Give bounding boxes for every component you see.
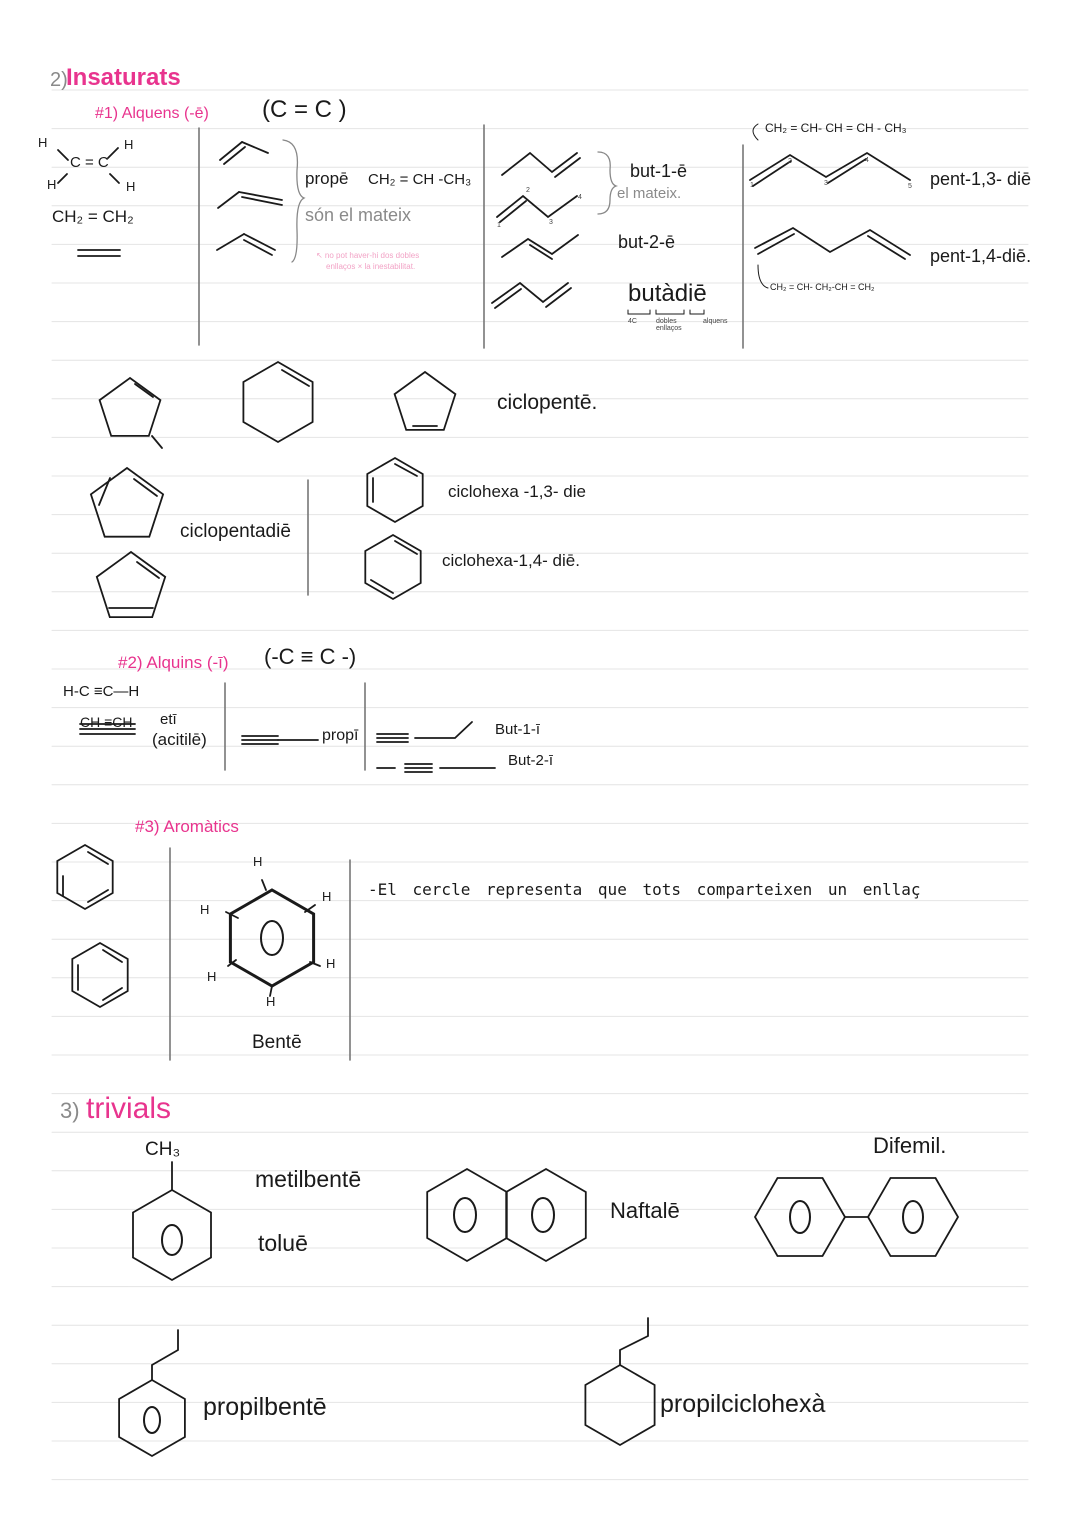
hexagon-ring bbox=[585, 1365, 654, 1445]
hexagon-ring bbox=[506, 1169, 586, 1261]
hexagon-ring bbox=[230, 890, 313, 986]
hydrogen-label: H bbox=[253, 854, 263, 869]
hexagon-ring bbox=[72, 943, 127, 1007]
atom-number: 3 bbox=[824, 180, 828, 187]
propene-name: propē bbox=[305, 169, 349, 188]
hydrogen-label: H bbox=[38, 135, 48, 150]
pentagon-ring bbox=[395, 372, 456, 430]
hydrogen-label: H bbox=[126, 179, 136, 194]
naphthalene-name: Naftalē bbox=[610, 1198, 680, 1223]
same-note: el mateix. bbox=[617, 185, 682, 202]
cycloalkene-rings bbox=[91, 362, 456, 617]
pent-1-3-diene-name: pent-1,3- diē bbox=[930, 169, 1032, 189]
propene-skeletals bbox=[217, 140, 304, 262]
pent-1-3-diene-formula: CH₂ = CH- CH = CH - CH₃ bbox=[765, 121, 907, 135]
methyl-label: CH₃ bbox=[145, 1139, 181, 1160]
pentagon-ring bbox=[91, 468, 163, 537]
pentagon-ring bbox=[100, 378, 161, 436]
hydrogen-label: H bbox=[47, 177, 57, 192]
hexagon-ring bbox=[755, 1178, 845, 1256]
aromatics-heading: #3) Aromàtics bbox=[135, 817, 239, 836]
ethyne-condensed-formula: CH ≡CH bbox=[80, 714, 133, 730]
hexagon-ring bbox=[365, 535, 420, 599]
hydrogen-label: H bbox=[124, 137, 134, 152]
propylcyclohexane-name: propilciclohexà bbox=[660, 1390, 826, 1418]
hexagon-ring bbox=[119, 1380, 185, 1456]
propene-footnote-2: enllaços × la inestabilitat. bbox=[326, 262, 416, 271]
butadiene-name: butàdiē bbox=[628, 280, 707, 307]
benzene-rings bbox=[57, 845, 320, 1007]
cyclopentene-name: ciclopentē. bbox=[497, 391, 598, 414]
hydrogen-label: H bbox=[266, 994, 276, 1009]
hydrogen-label: H bbox=[322, 889, 332, 904]
butadiene-part-alquens: alquens bbox=[703, 318, 728, 325]
section-number: 2) bbox=[50, 69, 68, 91]
methylbenzene-name: metilbentē bbox=[255, 1166, 362, 1192]
section-title: Insaturats bbox=[66, 64, 181, 91]
hexagon-ring bbox=[427, 1169, 507, 1261]
hexagon-ring bbox=[57, 845, 112, 909]
but-2-yne-name: But-2-ī bbox=[508, 752, 554, 769]
hexagon-ring bbox=[367, 458, 422, 522]
atom-number: 1 bbox=[497, 222, 501, 229]
but-1-yne-name: But-1-ī bbox=[495, 721, 541, 738]
propylbenzene-name: propilbentē bbox=[203, 1393, 327, 1421]
pent-1-4-diene-name: pent-1,4-diē. bbox=[930, 246, 1032, 266]
alquens-general-formula: (C = C ) bbox=[262, 96, 347, 123]
butadiene-part-dobles: dobles enllaços bbox=[656, 318, 682, 332]
cyclohexa-1-4-diene-name: ciclohexa-1,4- diē. bbox=[442, 551, 580, 570]
ethene-formula: CH₂ = CH₂ bbox=[52, 207, 134, 226]
aromatics-note: -El cercle representa que tots comparteixen un enllaç bbox=[368, 880, 921, 899]
hydrogen-label: H bbox=[200, 902, 210, 917]
atom-number: 2 bbox=[526, 187, 530, 194]
but-1-ene-name: but-1-ē bbox=[630, 161, 688, 181]
propene-formula: CH₂ = CH -CH₃ bbox=[368, 171, 472, 188]
hexagon-ring bbox=[868, 1178, 958, 1256]
atom-number: 4 bbox=[578, 194, 582, 201]
hexagon-ring bbox=[243, 362, 312, 442]
atom-number: 3 bbox=[549, 219, 553, 226]
atom-number: 4 bbox=[865, 157, 869, 164]
propene-footnote-1: ↖ no pot haver-hi dos dobles bbox=[316, 251, 420, 260]
atom-number: 2 bbox=[788, 158, 792, 165]
butadiene-part-4c: 4C bbox=[628, 318, 637, 325]
hydrogen-label: H bbox=[326, 956, 336, 971]
cyclopentadiene-name: ciclopentadiē bbox=[180, 521, 291, 542]
section-number: 3) bbox=[60, 1098, 80, 1123]
diphenyl-name: Difemil. bbox=[873, 1133, 947, 1158]
but-2-ene-name: but-2-ē bbox=[618, 232, 676, 252]
alquens-heading: #1) Alquens (-ē) bbox=[95, 105, 209, 122]
pent-1-4-diene-formula: CH₂ = CH- CH₂-CH = CH₂ bbox=[770, 282, 875, 292]
hydrogen-label: H bbox=[207, 969, 217, 984]
hexagon-ring bbox=[133, 1190, 211, 1280]
ethyne-alt-name: (acitilē) bbox=[152, 730, 207, 749]
ethyne-full-formula: H-C ≡C—H bbox=[63, 683, 140, 700]
propyne-name: propī bbox=[322, 727, 359, 744]
atom-number: 1 bbox=[750, 182, 754, 189]
ethyne-name: etī bbox=[160, 711, 177, 728]
propene-note: són el mateix bbox=[305, 205, 412, 225]
alquins-general-formula: (-C ≡ C -) bbox=[264, 644, 357, 669]
benzene-name: Bentē bbox=[252, 1032, 302, 1053]
alkyne-skeletals bbox=[80, 722, 495, 772]
ethene-carbons: C = C bbox=[70, 154, 109, 171]
toluene-name: toluē bbox=[258, 1230, 308, 1256]
cyclohexa-1-3-diene-name: ciclohexa -1,3- die bbox=[448, 482, 586, 501]
section-title: trivials bbox=[86, 1092, 172, 1125]
atom-number: 5 bbox=[908, 183, 912, 190]
alquins-heading: #2) Alquins (-ī) bbox=[118, 653, 229, 672]
